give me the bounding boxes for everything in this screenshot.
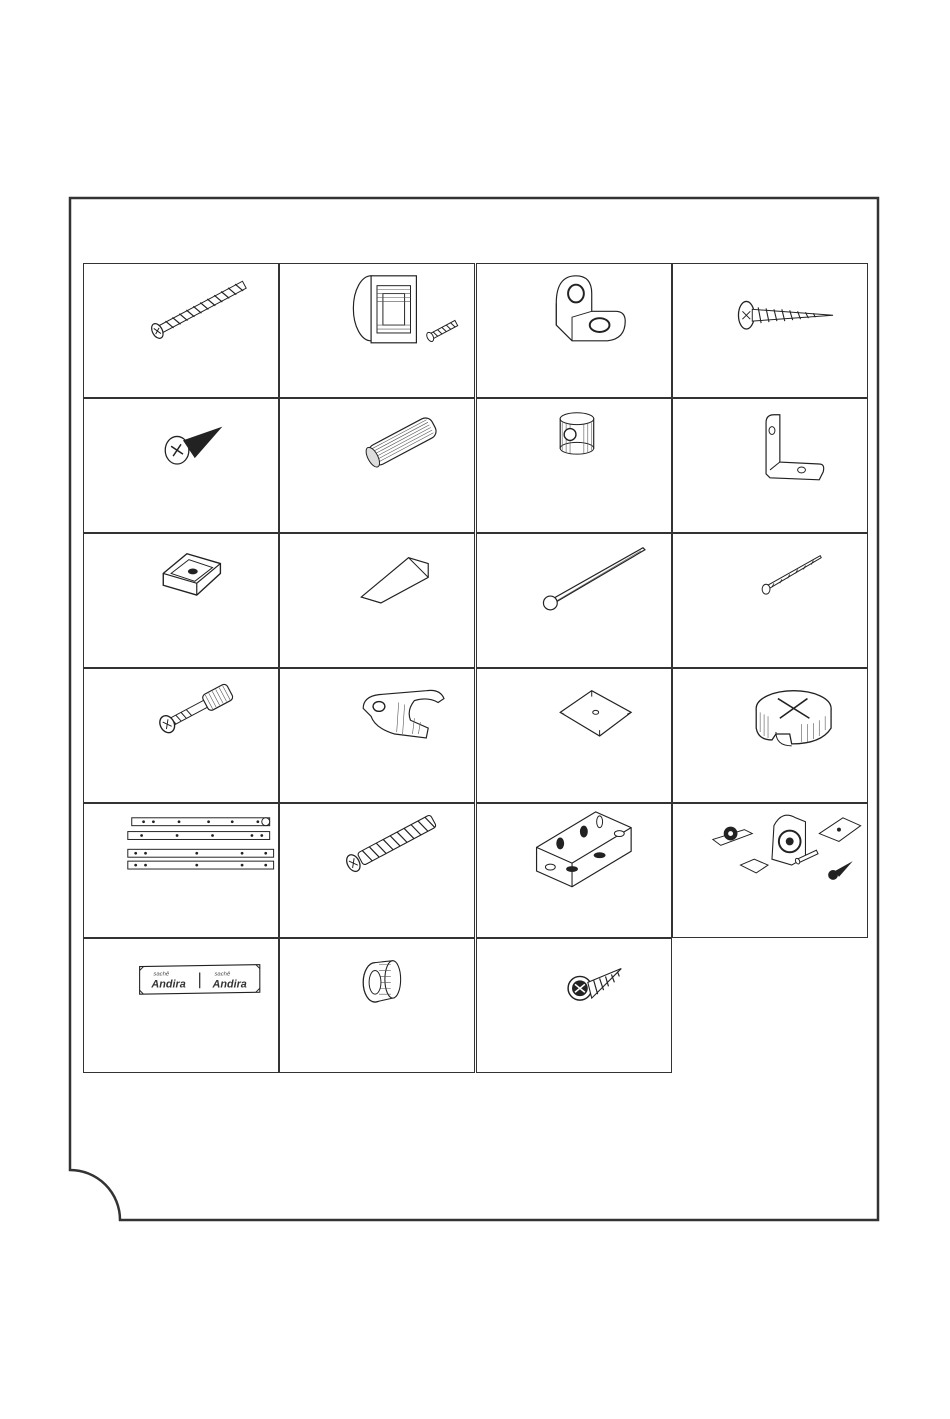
clip-connector-icon bbox=[84, 534, 278, 667]
square-plate-icon bbox=[477, 669, 671, 802]
part-cell-1 bbox=[83, 263, 279, 398]
part-cell-16 bbox=[672, 668, 868, 803]
glue-sachet-icon bbox=[84, 939, 278, 1072]
part-cell-18 bbox=[279, 803, 475, 938]
l-bracket-icon bbox=[673, 399, 867, 532]
pan-head-screw-icon bbox=[673, 264, 867, 397]
corner-bracket-icon bbox=[477, 264, 671, 397]
drywall-screw-icon bbox=[477, 939, 671, 1072]
wedge-icon bbox=[280, 534, 474, 667]
part-cell-14 bbox=[279, 668, 475, 803]
long-screw-icon bbox=[84, 264, 278, 397]
part-cell-13 bbox=[83, 668, 279, 803]
part-cell-7 bbox=[476, 398, 672, 533]
part-cell-19 bbox=[476, 803, 672, 938]
wall-plug-screw-icon bbox=[280, 804, 474, 937]
drawer-slides-icon bbox=[84, 804, 278, 937]
glue-label-1: Andira bbox=[151, 978, 186, 991]
glue-label-2: Andira bbox=[212, 978, 247, 991]
part-cell-21 bbox=[83, 938, 279, 1073]
part-cell-11 bbox=[476, 533, 672, 668]
glue-small-label-1: sachê bbox=[153, 971, 170, 978]
part-cell-15 bbox=[476, 668, 672, 803]
part-cell-8 bbox=[672, 398, 868, 533]
part-cell-20 bbox=[672, 803, 868, 938]
small-nail-icon bbox=[673, 534, 867, 667]
part-cell-10 bbox=[279, 533, 475, 668]
rail-support-icon bbox=[280, 669, 474, 802]
nail-icon bbox=[477, 534, 671, 667]
part-cell-17 bbox=[83, 803, 279, 938]
part-cell-22 bbox=[279, 938, 475, 1073]
cam-lock-icon bbox=[673, 669, 867, 802]
wooden-dowel-icon bbox=[280, 399, 474, 532]
cap-plug-icon bbox=[280, 939, 474, 1072]
part-cell-23 bbox=[476, 938, 672, 1073]
slotted-angle-bracket-icon bbox=[477, 804, 671, 937]
cam-barrel-nut-icon bbox=[477, 399, 671, 532]
part-cell-3 bbox=[476, 263, 672, 398]
hinge-plate-with-screw-icon bbox=[280, 264, 474, 397]
cam-bolt-icon bbox=[84, 669, 278, 802]
parts-grid bbox=[83, 263, 870, 1077]
part-cell-5 bbox=[83, 398, 279, 533]
part-cell-12 bbox=[672, 533, 868, 668]
part-cell-2 bbox=[279, 263, 475, 398]
part-cell-9 bbox=[83, 533, 279, 668]
sliding-door-roller-kit-icon bbox=[673, 804, 867, 937]
short-screw-icon bbox=[84, 399, 278, 532]
part-cell-6 bbox=[279, 398, 475, 533]
glue-small-label-2: sachê bbox=[214, 971, 231, 978]
part-cell-4 bbox=[672, 263, 868, 398]
